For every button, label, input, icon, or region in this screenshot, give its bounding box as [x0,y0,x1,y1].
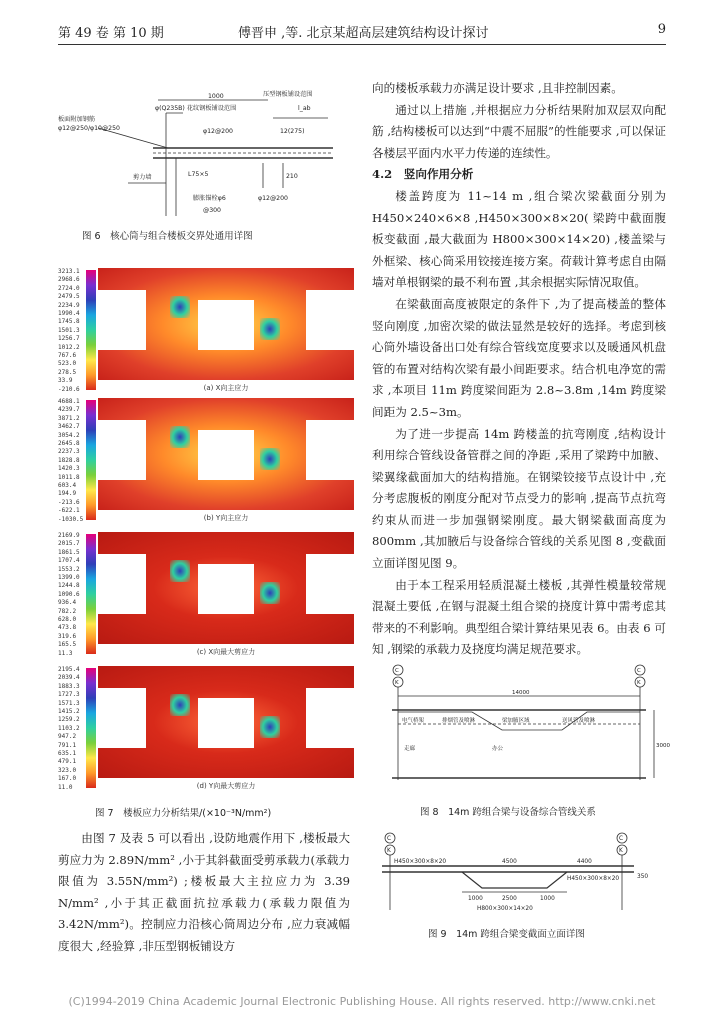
colorbar-tick-label: 782.2 [58,607,77,615]
colorbar-tick-label: 165.5 [58,641,77,649]
colorbar-tick-label: 3213.1 [58,268,80,275]
colorbar-ticks [58,532,86,658]
fig6-r200b: φ12@200 [258,195,288,202]
colorbar-tick-label: 11.0 [58,783,73,791]
figure-9-beam-elevation [372,830,666,920]
colorbar-tick-label: 4239.7 [58,406,80,414]
colorbar-tick-label: 2645.8 [58,440,80,448]
colorbar-tick-label: 2479.5 [58,293,80,301]
colorbar [86,668,96,788]
colorbar [86,534,96,654]
colorbar-tick-label: 947.2 [58,733,77,741]
core-hotspot [170,426,190,448]
fig8-axis-k-right: K [637,680,641,686]
fig6-plate-label: φ(Q235B) 花纹钢板铺设范围 [155,105,237,112]
colorbar-tick-label: 1745.8 [58,318,80,326]
figure-7-caption: 图 7 楼板应力分析结果/(×10⁻³N/mm²) [95,808,272,819]
fig6-shear-wall: 剪力墙 [133,174,152,181]
colorbar-tick-label: 479.1 [58,758,77,766]
colorbar-tick-label: 33.9 [58,377,73,385]
colorbar-tick-label: 1883.3 [58,682,80,690]
stress-contour-map [98,268,354,380]
colorbar-tick-label: 603.4 [58,482,77,490]
fig8-axis-k: K [395,680,399,686]
colorbar-tick-label: 1415.2 [58,708,80,716]
colorbar-ticks [58,666,86,792]
core-hotspot [170,694,190,716]
slab-opening-right [306,290,354,350]
core-hotspot [170,296,190,318]
fig6-dim210: 210 [286,173,298,180]
fig6-r275: 12(275) [280,128,305,135]
colorbar-tick-label: 2237.3 [58,448,80,456]
panel-label: (c) X向最大剪应力 [196,648,256,656]
colorbar-tick-label: 1012.2 [58,343,80,351]
fig9-bottom-beam: H800×300×14×20 [477,906,533,912]
fig9-d2: 2500 [502,896,517,902]
colorbar-tick-label: 194.9 [58,490,77,498]
stress-panel [58,268,354,396]
header-rule [58,44,666,45]
fig8-axis-c: C [395,668,399,674]
stress-panel [58,398,354,526]
left-column-text [58,828,350,958]
core-wall [198,300,254,350]
colorbar-tick-label: 167.0 [58,775,77,783]
fig6-r200: φ12@200 [203,128,233,135]
slab-opening-left [98,290,146,350]
stress-contour-map [98,532,354,644]
colorbar-tick-label: 2234.9 [58,301,80,309]
figure-6-caption: 图 6 核心筒与组合楼板交界处通用详图 [82,231,253,242]
colorbar-tick-label: 635.1 [58,750,77,758]
fig9-v1: 350 [637,874,649,880]
colorbar [86,400,96,520]
fig9-axis-c: C [387,836,392,842]
slab-opening-right [306,688,354,748]
fig6-rebar-top: 板面附加钢筋 [58,116,96,123]
colorbar-tick-label: 3054.2 [58,431,80,439]
fig9-axis-k-right: K [619,848,623,854]
article-running-title: 傅晋申 ,等. 北京某超高层建筑结构设计探讨 [238,26,489,41]
stress-panel [58,532,354,660]
figure-8-beam-pipe-relation [372,662,670,790]
fig6-anchor: 膨胀锚栓φ6 [193,195,226,202]
colorbar-tick-label: 523.0 [58,360,77,368]
fig6-angle: L75×5 [188,171,209,178]
page-number: 9 [657,22,666,37]
colorbar-tick-label: 2968.6 [58,276,80,284]
colorbar-tick-label: 278.5 [58,368,77,376]
fig9-axis-c-right: C [619,836,624,842]
fig9-right-dim: 4400 [577,859,592,865]
figure-6-detail-drawing [58,88,350,218]
colorbar-tick-label: 1727.3 [58,691,80,699]
colorbar-tick-label: 2039.4 [58,674,80,682]
fig8-zone2: 排烟管及喷淋 [442,718,476,724]
colorbar-tick-label: 1571.3 [58,699,80,707]
fig8-room2: 办公 [492,746,504,752]
colorbar-tick-label: 1259.2 [58,716,80,724]
colorbar-tick-label: 1553.2 [58,565,80,573]
fig8-height: 3000 [656,743,670,749]
colorbar-tick-label: 791.1 [58,741,77,749]
colorbar-tick-label: 2015.7 [58,540,80,548]
colorbar-ticks [58,268,86,394]
journal-volume: 第 49 卷 第 10 期 [58,26,164,41]
colorbar-tick-label: 1420.3 [58,465,80,473]
stress-contour-map [98,666,354,778]
core-wall [198,430,254,480]
fig6-deck-range: 压型钢板铺设范围 [263,91,313,98]
core-wall [198,564,254,614]
fig8-axis-c-right: C [637,668,641,674]
colorbar-tick-label: -210.6 [58,385,80,393]
colorbar-tick-label: 1501.3 [58,326,80,334]
copyright-footer: (C)1994-2019 China Academic Journal Electronic Publishing House. All rights reserved. http://www.cnki.net [68,995,656,1008]
colorbar-tick-label: 767.6 [58,352,77,360]
stress-panel [58,666,354,794]
colorbar-tick-label: 936.4 [58,599,77,607]
fig6-dim: 1000 [208,93,224,100]
colorbar-tick-label: 1103.2 [58,724,80,732]
slab-opening-left [98,420,146,480]
colorbar-tick-label: 323.0 [58,766,77,774]
paragraph: 由图 7 及表 5 可以看出 ,设防地震作用下 ,楼板最大剪应力为 2.89N/mm² ,小于其斜截面受剪承载力(承载力限值为 3.55N/mm²) ;楼板最大主拉应力为 3.39 N/mm² ,小于其正截面抗拉承载力(承载力限值为 3.42N/mm²)。控制应力沿核心筒周边分布 ,应力衰减幅度很大 ,经验算 ,非压型钢板铺设方 [58,831,350,953]
colorbar-tick-label: 1828.8 [58,456,80,464]
figure-9-caption: 图 9 14m 跨组合梁变截面立面详图 [428,929,585,940]
colorbar-tick-label: 1707.4 [58,557,80,565]
core-hotspot [260,716,280,738]
core-hotspot [170,560,190,582]
paragraph: 通过以上措施 ,并根据应力分析结果附加双层双向配筋 ,结构楼板可以达到“中震不屈服”的性能要求 ,可以保证各楼层平面内水平力传递的连续性。 [372,102,666,160]
colorbar-tick-label: 2724.0 [58,284,80,292]
colorbar-tick-label: -213.6 [58,498,80,506]
fig8-zone1: 电气桥架 [402,718,425,724]
colorbar-tick-label: 11.3 [58,649,73,657]
colorbar [86,270,96,390]
fig9-left-beam: H450×300×8×20 [394,859,447,865]
fig8-zone4: 送风管及喷淋 [562,718,596,724]
colorbar-tick-label: 319.6 [58,632,77,640]
fig8-room1: 走廊 [404,746,416,752]
slab-opening-left [98,554,146,614]
panel-label: (b) Y向主应力 [203,514,249,522]
colorbar-tick-label: 1011.8 [58,473,80,481]
colorbar-tick-label: 1399.0 [58,574,80,582]
fig6-lab: l_ab [298,105,311,112]
fig9-right-beam: H450×300×8×20 [567,876,620,882]
colorbar-tick-label: 1861.5 [58,548,80,556]
figure-8-caption: 图 8 14m 跨组合梁与设备综合管线关系 [420,807,596,818]
colorbar-ticks [58,398,86,524]
core-wall [198,698,254,748]
slab-opening-right [306,420,354,480]
colorbar-tick-label: -1030.5 [58,515,84,523]
colorbar-tick-label: 1256.7 [58,335,80,343]
paragraph: 向的楼板承载力亦满足设计要求 ,且非控制因素。 [372,81,623,95]
fig9-d1: 1000 [468,896,483,902]
stress-contour-map [98,398,354,510]
fig6-anchor-spacing: @300 [203,207,221,214]
colorbar-tick-label: 3462.7 [58,423,80,431]
fig6-rebar-spec: φ12@250/φ10@250 [58,125,120,132]
colorbar-tick-label: 473.8 [58,624,77,632]
core-hotspot [260,582,280,604]
running-header [58,22,666,42]
colorbar-tick-label: 2169.9 [58,532,80,539]
colorbar-tick-label: 1244.8 [58,582,80,590]
panel-label: (d) Y向最大剪应力 [196,782,256,790]
colorbar-tick-label: 628.0 [58,616,77,624]
fig8-dim: 14000 [512,690,530,696]
fig8-zone3: 梁加腋区域 [502,718,530,724]
colorbar-tick-label: 4688.1 [58,398,80,405]
fig9-d3: 1000 [540,896,555,902]
fig9-mid-dim: 4500 [502,859,517,865]
colorbar-tick-label: -622.1 [58,507,80,515]
section-heading: 4.2 竖向作用分析 [372,167,474,182]
paragraph: 在梁截面高度被限定的条件下 ,为了提高楼盖的整体竖向刚度 ,加密次梁的做法显然是较好的选择。考虑到核心筒外墙设备出口处有综合管线宽度要求以及暖通风机盘管的布置对结构次梁有最小间距要求。结合机电净宽的需求 ,本项目 11m 跨度梁间距为 2.8~3.8m ,14m 跨度梁间距为 2.5~3m。 [372,296,666,419]
core-hotspot [260,318,280,340]
paragraph: 由于本工程采用轻质混凝土楼板 ,其弹性模量较常规混凝土要低 ,在钢与混凝土组合梁的挠度计算中需考虑其带来的不利影响。典型组合梁计算结果见表 6。由表 6 可知 ,钢梁的承载力及挠度均满足规范要求。 [372,577,666,657]
paragraph: 楼盖跨度为 11~14 m ,组合梁次梁截面分别为 H450×240×6×8 ,H450×300×8×20( 梁跨中截面腹板变截面 ,最大截面为 H800×300×14×20) ,楼盖梁与外框梁、核心筒采用铰接连接方案。荷载计算考虑自由隔墙对单根钢梁的最不利布置 ,其余根据实际情况取值。 [372,188,666,290]
colorbar-tick-label: 3871.2 [58,414,80,422]
fig9-axis-k: K [387,848,391,854]
slab-opening-left [98,688,146,748]
colorbar-tick-label: 1990.4 [58,310,80,318]
slab-opening-right [306,554,354,614]
colorbar-tick-label: 2195.4 [58,666,80,673]
colorbar-tick-label: 1090.6 [58,590,80,598]
core-hotspot [260,448,280,470]
right-column-text [372,78,666,661]
paragraph: 为了进一步提高 14m 跨楼盖的抗弯刚度 ,结构设计利用综合管线设备管群之间的净距 ,采用了梁跨中加腋、梁翼缘截面加大的结构措施。在钢梁铰接节点设计中 ,充分考虑腹板的刚度分配对节点受力的影响 ,提高节点抗弯约束从而进一步加强钢梁刚度。最大钢梁截面高度为 800mm ,其加腋后与设备综合管线的关系见图 8 ,变截面立面详图见图 9。 [372,426,666,571]
panel-label: (a) X向主应力 [203,384,249,392]
